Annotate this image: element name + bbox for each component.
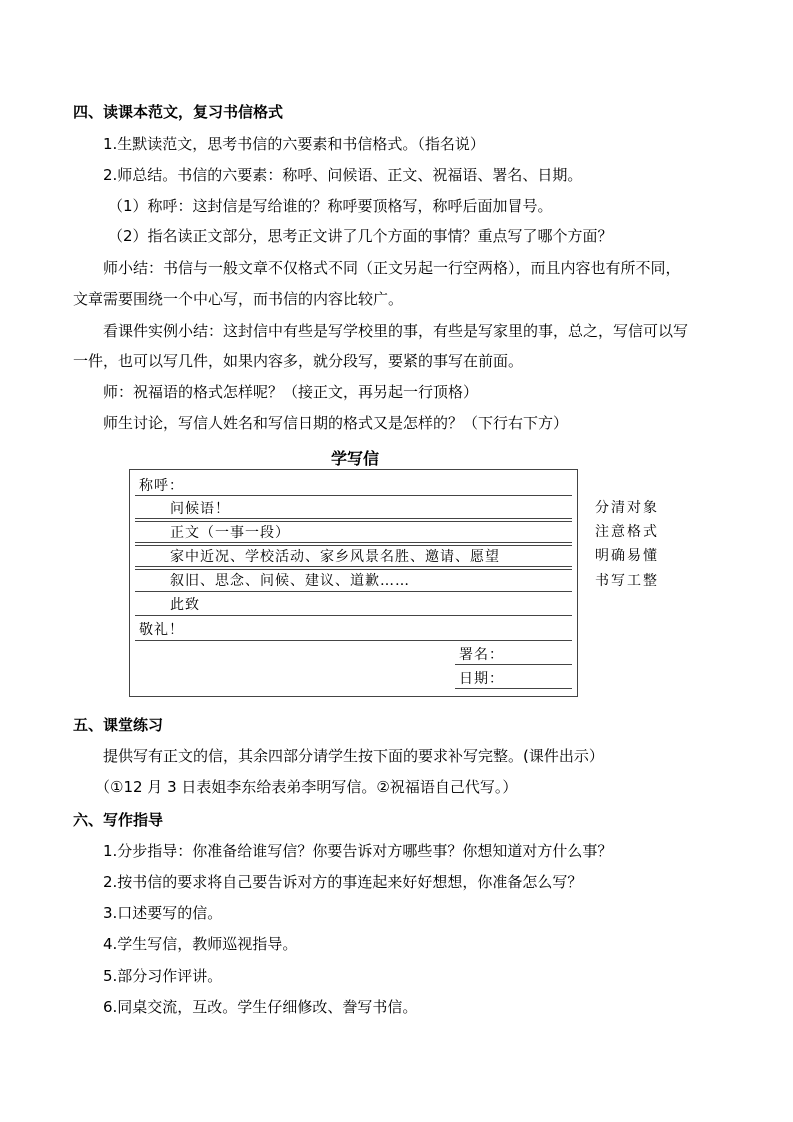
paragraph: 看课件实例小结：这封信中有些是写学校里的事，有些是写家里的事，总之，写信可以写 [103, 322, 689, 340]
letter-date: 日期： [459, 671, 504, 687]
paragraph: 3.口述要写的信。 [103, 904, 223, 922]
ruled-line [455, 688, 572, 689]
letter-closing: 此致 [170, 597, 200, 613]
tip-text: 明确易懂 [595, 548, 659, 564]
paragraph: 提供写有正文的信，其余四部分请学生按下面的要求补写完整。(课件出示） [103, 747, 604, 765]
paragraph: （①12 月 3 日表姐李东给表弟李明写信。②祝福语自己代写。） [95, 778, 518, 796]
paragraph: 2.按书信的要求将自己要告诉对方的事连起来好好想想，你准备怎么写？ [103, 873, 583, 891]
letter-body-line: 家中近况、学校活动、家乡风景名胜、邀请、愿望 [170, 549, 500, 565]
tip-text: 分清对象 [595, 500, 659, 516]
paragraph: （2）指名读正文部分，思考正文讲了几个方面的事情？重点写了哪个方面？ [108, 227, 613, 245]
ruled-line [135, 542, 572, 546]
letter-regards: 问候语！ [170, 501, 230, 517]
letter-body-line: 叙旧、思念、问候、建议、道歉…… [170, 573, 410, 589]
letter-salute: 敬礼！ [139, 622, 184, 638]
letter-body-label: 正文（一事一段） [170, 525, 290, 541]
ruled-line [135, 591, 572, 592]
letter-signature: 署名： [459, 647, 504, 663]
paragraph: 6.同桌交流，互改。学生仔细修改、誊写书信。 [103, 998, 418, 1016]
section-5-heading: 五、课堂练习 [73, 716, 164, 734]
paragraph: 5.部分习作评讲。 [103, 967, 223, 985]
ruled-line [135, 518, 572, 522]
ruled-line [455, 664, 572, 665]
paragraph: 1.生默读范文，思考书信的六要素和书信格式。（指名说） [103, 135, 485, 153]
letter-greeting: 称呼： [139, 478, 184, 494]
paragraph-continuation: 一件，也可以写几件，如果内容多，就分段写，要紧的事写在前面。 [73, 352, 524, 370]
section-6-heading: 六、写作指导 [73, 811, 164, 829]
paragraph-continuation: 文章需要围绕一个中心写，而书信的内容比较广。 [73, 290, 404, 308]
paragraph: 2.师总结。书信的六要素：称呼、问候语、正文、祝福语、署名、日期。 [103, 166, 583, 184]
paragraph: 4.学生写信，教师巡视指导。 [103, 935, 298, 953]
section-4-heading: 四、读课本范文，复习书信格式 [73, 103, 284, 121]
ruled-line [135, 615, 572, 616]
paragraph: 师生讨论，写信人姓名和写信日期的格式又是怎样的？（下行右下方） [103, 414, 569, 432]
paragraph: 1.分步指导：你准备给谁写信？你要告诉对方哪些事？你想知道对方什么事？ [103, 842, 613, 860]
paragraph: 师小结：书信与一般文章不仅格式不同（正文另起一行空两格），而且内容也有所不同， [103, 259, 681, 277]
paragraph: （1）称呼：这封信是写给谁的？称呼要顶格写，称呼后面加冒号。 [108, 197, 553, 215]
ruled-line [135, 640, 572, 641]
letter-diagram-title: 学写信 [331, 449, 380, 468]
ruled-line [135, 495, 572, 496]
tip-text: 书写工整 [595, 573, 659, 589]
paragraph: 师：祝福语的格式怎样呢？（接正文，再另起一行顶格） [103, 383, 479, 401]
tip-text: 注意格式 [595, 524, 659, 540]
ruled-line [135, 566, 572, 570]
